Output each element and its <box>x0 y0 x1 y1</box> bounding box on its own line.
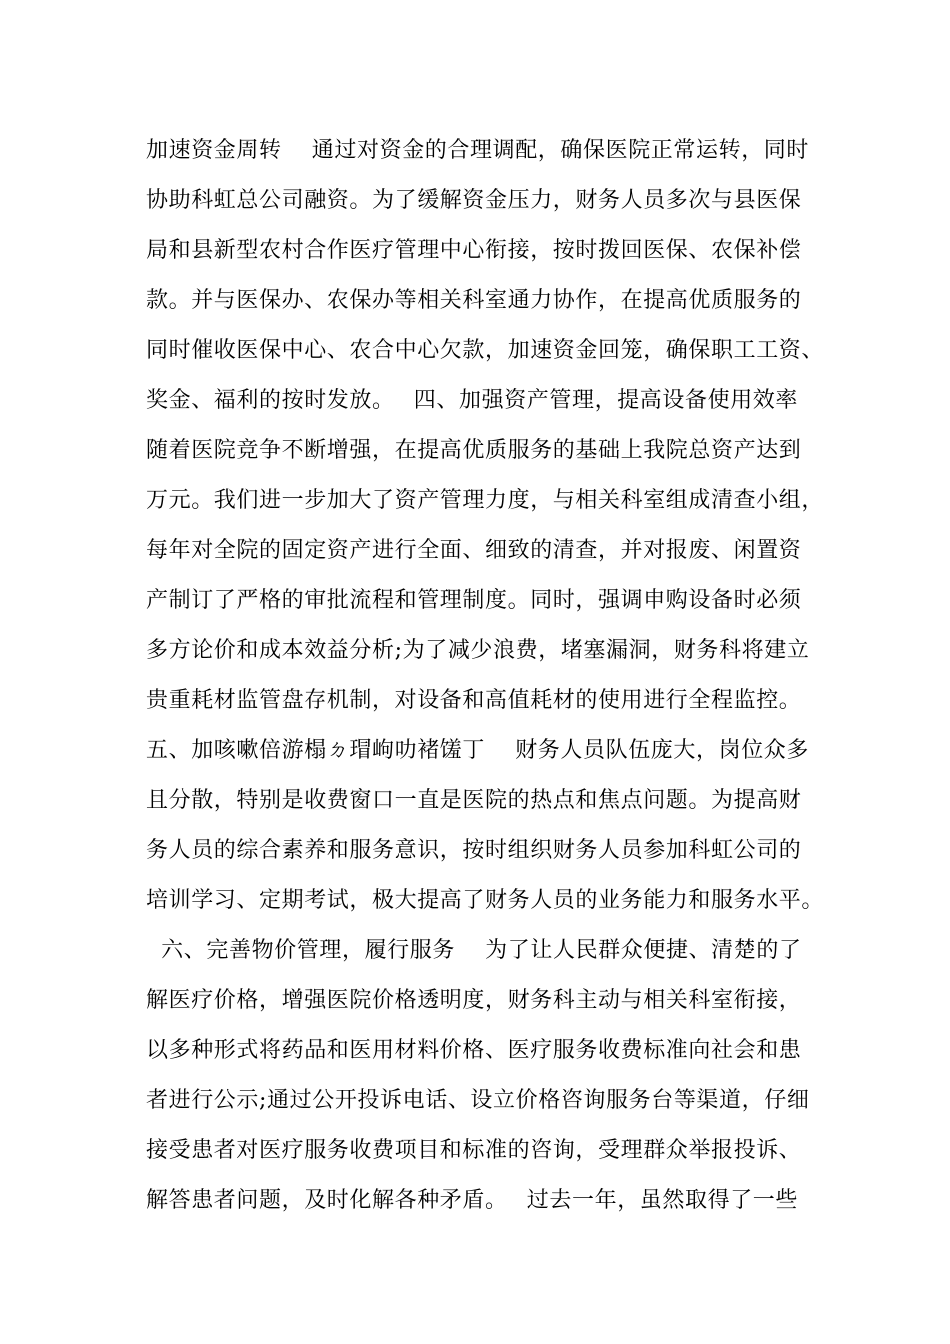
text-line: 同时催收医保中心、农合中心欠款，加速资金回笼，确保职工工资、 <box>146 338 825 363</box>
text-line: 局和县新型农村合作医疗管理中心衔接，按时拨回医保、农保补偿 <box>146 238 802 263</box>
text-line: 解医疗价格，增强医院价格透明度，财务科主动与相关科室衔接， <box>146 988 802 1013</box>
text-line: 贵重耗材监管盘存机制，对设备和高值耗材的使用进行全程监控。 <box>146 688 802 713</box>
text-line: 产制订了严格的审批流程和管理制度。同时，强调申购设备时必须 <box>146 588 802 613</box>
text-line: 加速资金周转 通过对资金的合理调配，确保医院正常运转，同时 <box>146 138 809 163</box>
text-line: 五、加咳嗽倍游榻ㄉ瑁岣叻褚馐丁 财务人员队伍庞大，岗位众多 <box>146 738 809 763</box>
text-line: 协助科虹总公司融资。为了缓解资金压力，财务人员多次与县医保 <box>146 188 802 213</box>
text-line: 接受患者对医疗服务收费项目和标准的咨询，受理群众举报投诉、 <box>146 1138 802 1163</box>
text-line: 务人员的综合素养和服务意识，按时组织财务人员参加科虹公司的 <box>146 838 802 863</box>
text-line: 多方论价和成本效益分析;为了减少浪费，堵塞漏洞，财务科将建立 <box>146 638 810 663</box>
text-line: 解答患者问题，及时化解各种矛盾。 过去一年，虽然取得了一些 <box>146 1188 798 1213</box>
text-line: 随着医院竞争不断增强，在提高优质服务的基础上我院总资产达到 <box>146 438 802 463</box>
text-line: 六、完善物价管理，履行服务 为了让人民群众便捷、清楚的了 <box>146 938 802 963</box>
text-line: 培训学习、定期考试，极大提高了财务人员的业务能力和服务水平。 <box>146 888 825 913</box>
text-line: 款。并与医保办、农保办等相关科室通力协作，在提高优质服务的 <box>146 288 802 313</box>
text-line: 且分散，特别是收费窗口一直是医院的热点和焦点问题。为提高财 <box>146 788 802 813</box>
text-line: 以多种形式将药品和医用材料价格、医疗服务收费标准向社会和患 <box>146 1038 802 1063</box>
text-line: 万元。我们进一步加大了资产管理力度，与相关科室组成清查小组， <box>146 488 825 513</box>
text-line: 每年对全院的固定资产进行全面、细致的清查，并对报废、闲置资 <box>146 538 802 563</box>
text-line: 奖金、福利的按时发放。 四、加强资产管理，提高设备使用效率 <box>146 388 798 413</box>
text-line: 者进行公示;通过公开投诉电话、设立价格咨询服务台等渠道，仔细 <box>146 1088 810 1113</box>
